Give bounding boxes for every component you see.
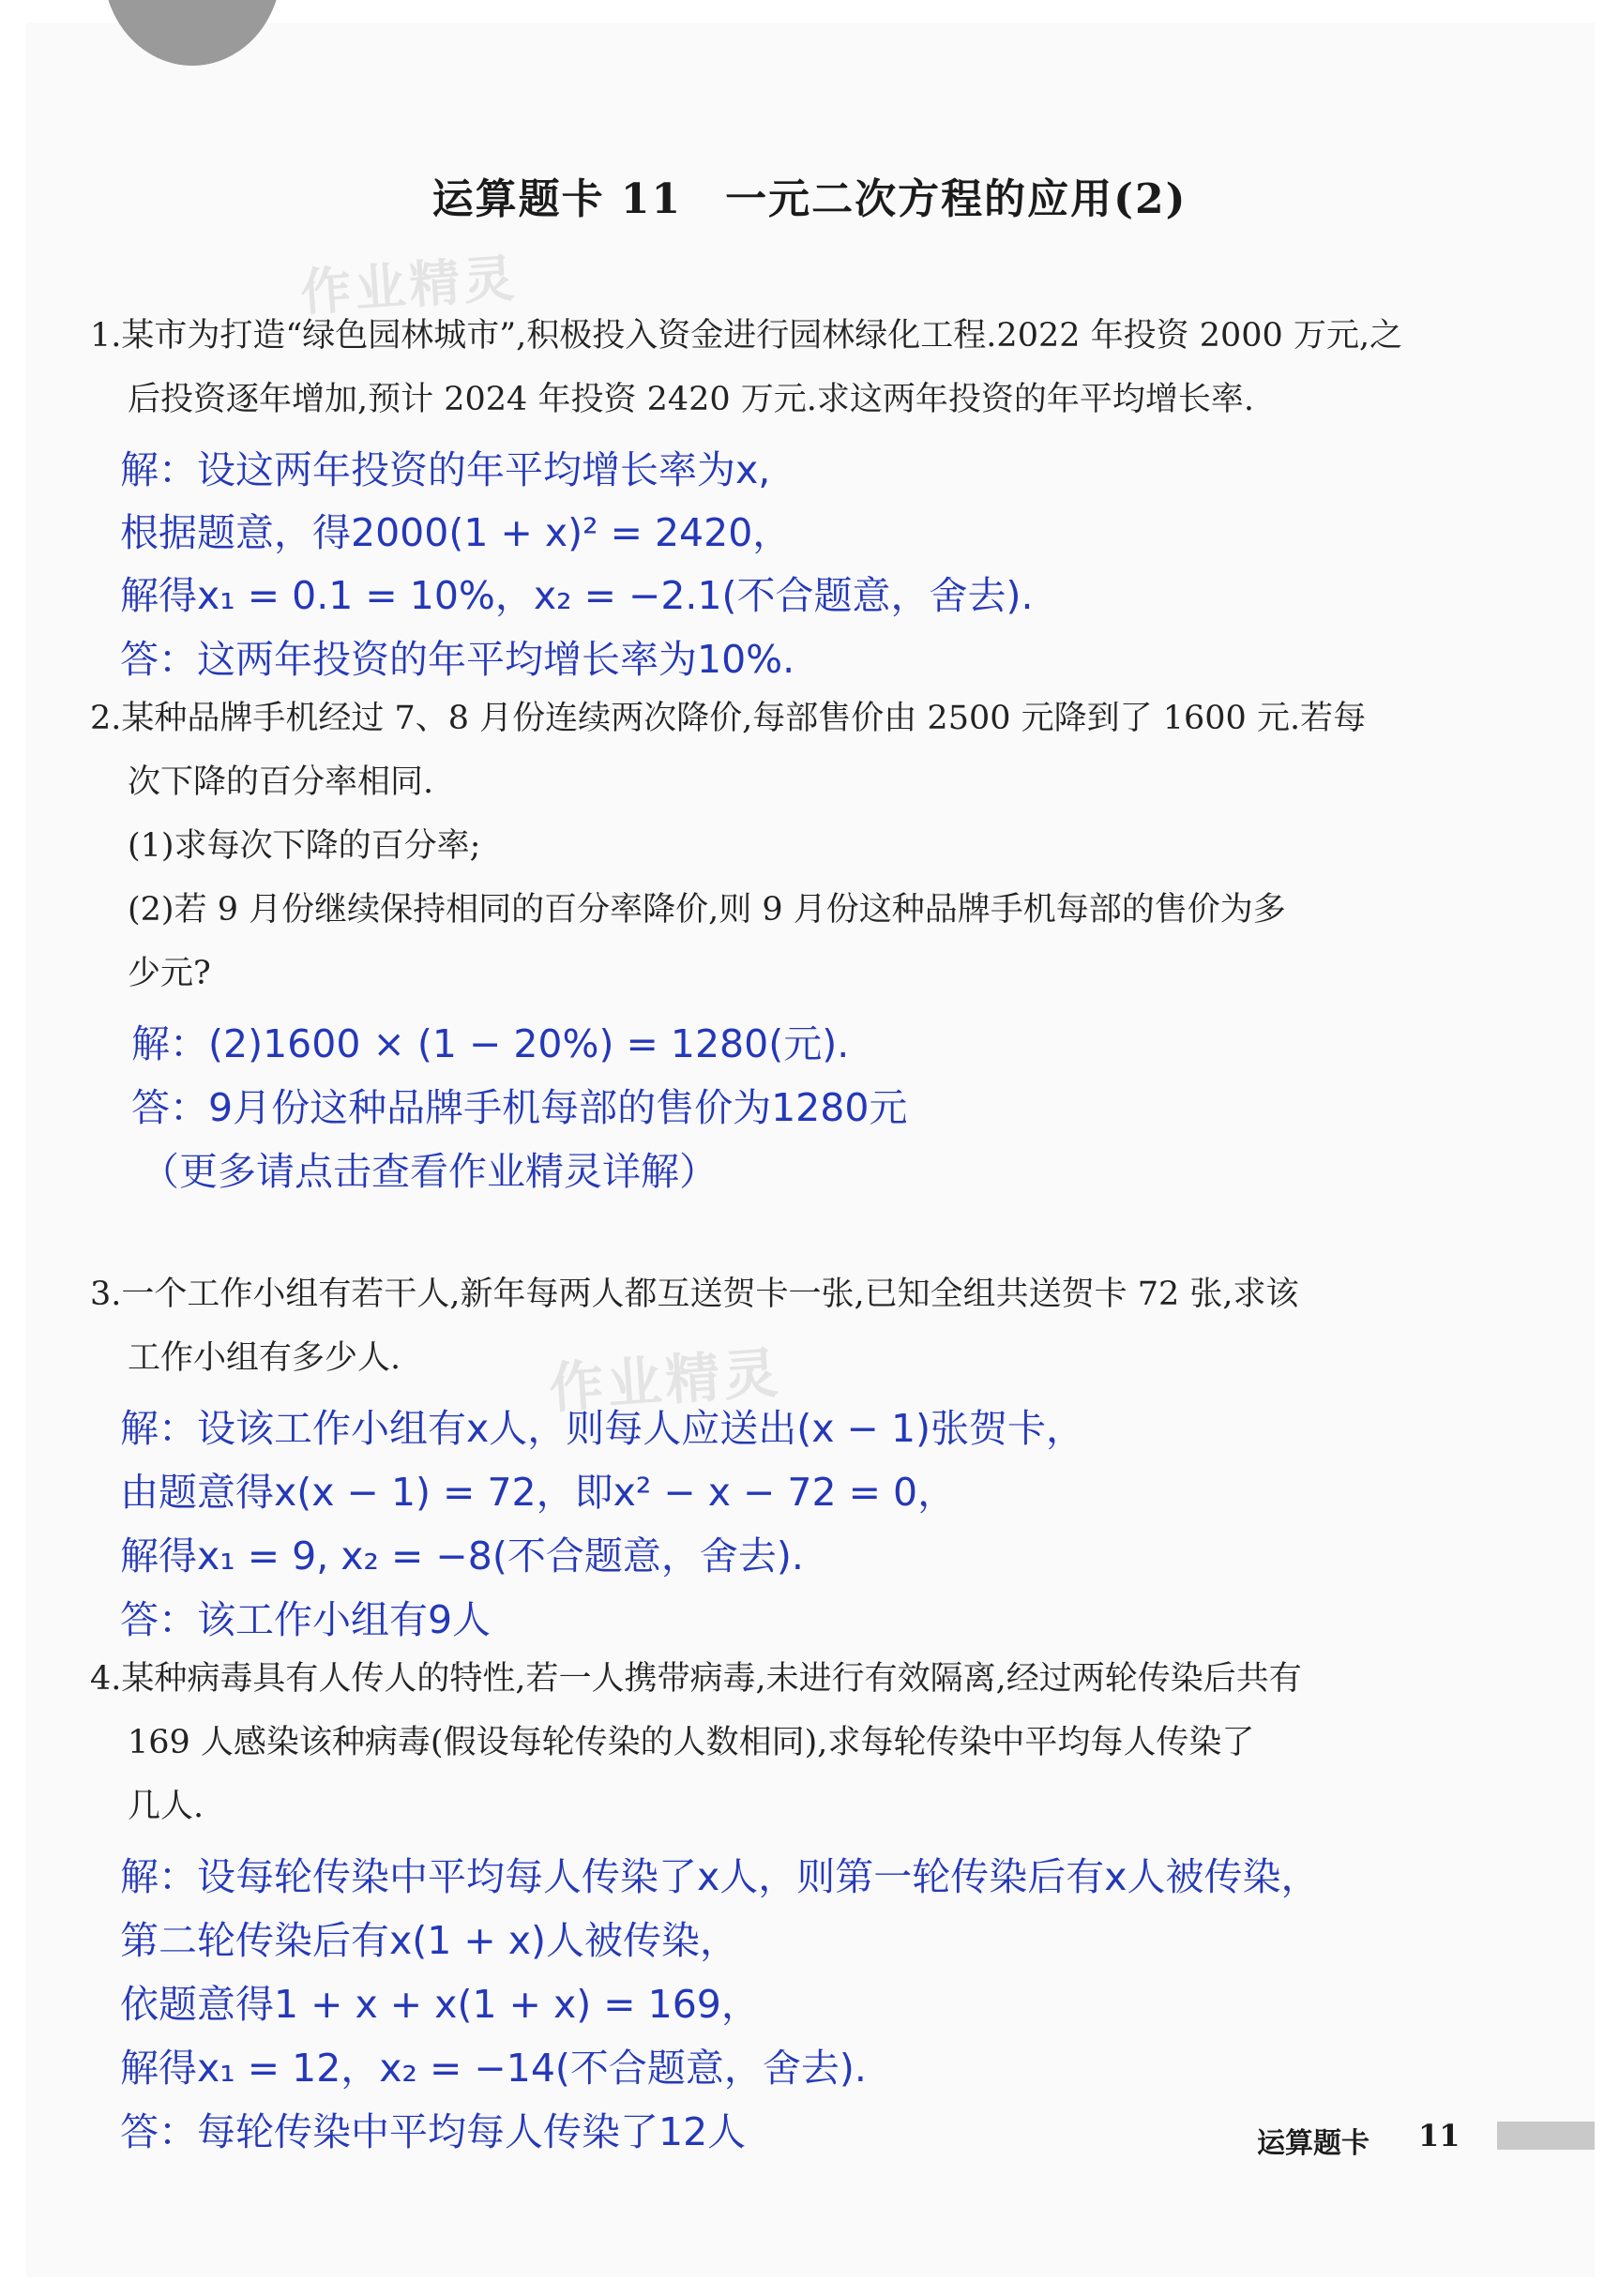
question-4-line: 169 人感染该种病毒(假设每轮传染的人数相同),求每轮传染中平均每人传染了	[128, 1724, 1255, 1761]
answer-2-line: 答：9月份这种品牌手机每部的售价为1280元	[131, 1085, 908, 1130]
question-4-line: 4.某种病毒具有人传人的特性,若一人携带病毒,未进行有效隔离,经过两轮传染后共有	[90, 1660, 1302, 1698]
answer-1-line: 解：设这两年投资的年平均增长率为x,	[120, 447, 771, 492]
question-2-line: (2)若 9 月份继续保持相同的百分率降价,则 9 月份这种品牌手机每部的售价为多	[128, 891, 1286, 929]
answer-2-line: 解：(2)1600 × (1 − 20%) = 1280(元).	[131, 1021, 850, 1066]
question-3-line: 工作小组有多少人.	[128, 1339, 401, 1377]
answer-1-line: 根据题意，得2000(1 + x)² = 2420，	[120, 510, 792, 555]
footer-bar	[1497, 2122, 1595, 2150]
answer-1-line: 解得x₁ = 0.1 = 10%，x₂ = −2.1(不合题意，舍去).	[120, 573, 1034, 618]
answer-4-line: 解：设每轮传染中平均每人传染了x人，则第一轮传染后有x人被传染，	[120, 1854, 1320, 1899]
question-2-line: 次下降的百分率相同.	[128, 763, 434, 801]
answer-1-line: 答：这两年投资的年平均增长率为10%.	[120, 637, 795, 682]
watermark: 作业精灵	[547, 1340, 784, 1421]
answer-4-line: 答：每轮传染中平均每人传染了12人	[120, 2109, 747, 2154]
answer-3-line: 由题意得x(x − 1) = 72，即x² − x − 72 = 0，	[120, 1470, 957, 1515]
answer-3-line: 解：设该工作小组有x人，则每人应送出(x − 1)张贺卡，	[120, 1406, 1085, 1451]
question-4-line: 几人.	[128, 1788, 204, 1825]
answer-2-line: （更多请点击查看作业精灵详解）	[141, 1149, 718, 1194]
question-2-line: (1)求每次下降的百分率;	[128, 827, 481, 865]
answer-4-line: 第二轮传染后有x(1 + x)人被传染，	[120, 1918, 739, 1963]
question-3-line: 3.一个工作小组有若干人,新年每两人都互送贺卡一张,已知全组共送贺卡 72 张,求该	[90, 1276, 1299, 1313]
question-2-line: 少元?	[128, 955, 211, 992]
answer-3-line: 解得x₁ = 9, x₂ = −8(不合题意，舍去).	[120, 1533, 804, 1578]
question-2-line: 2.某种品牌手机经过 7、8 月份连续两次降价,每部售价由 2500 元降到了 1600 元.若每	[90, 700, 1367, 737]
answer-3-line: 答：该工作小组有9人	[120, 1597, 492, 1642]
question-1-line: 1.某市为打造“绿色园林城市”,积极投入资金进行园林绿化工程.2022 年投资 2000 万元,之	[90, 317, 1403, 355]
footer-label: 运算题卡	[1257, 2127, 1369, 2160]
page-number: 11	[1418, 2118, 1460, 2153]
watermark: 作业精灵	[298, 248, 521, 324]
question-1-line: 后投资逐年增加,预计 2024 年投资 2420 万元.求这两年投资的年平均增长率.	[128, 381, 1255, 418]
page-title: 运算题卡 11 一元二次方程的应用(2)	[431, 175, 1188, 223]
answer-4-line: 依题意得1 + x + x(1 + x) = 169，	[120, 1982, 760, 2027]
answer-4-line: 解得x₁ = 12，x₂ = −14(不合题意，舍去).	[120, 2046, 867, 2091]
